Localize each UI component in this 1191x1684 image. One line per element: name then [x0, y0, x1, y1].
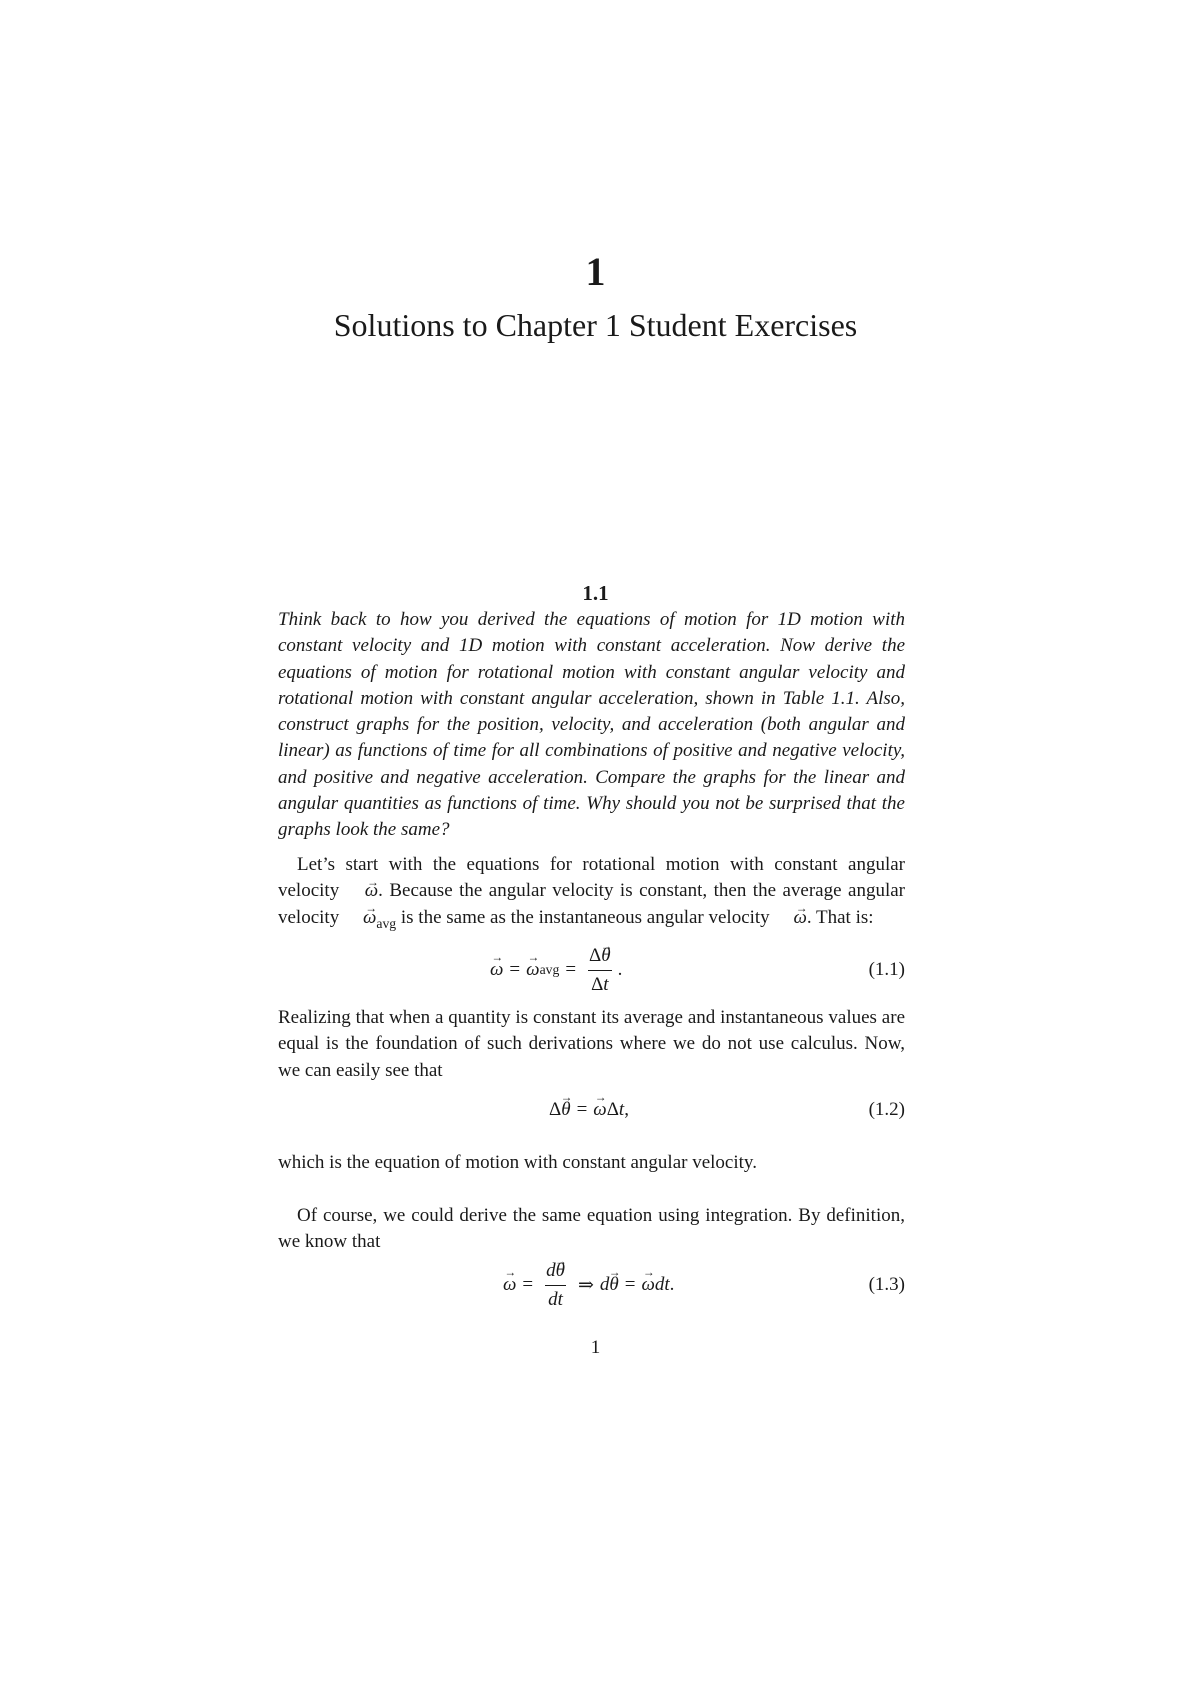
paragraph-3-text: which is the equation of motion with constant angular velocity.: [278, 1152, 757, 1173]
section-heading: 1.1: [582, 581, 609, 605]
equation-1-2: [278, 1090, 905, 1130]
avg-subscript: avg: [539, 962, 560, 977]
implies-arrow: ⇒: [577, 1274, 594, 1296]
t-symbol: t: [664, 1274, 670, 1295]
equals-sign: =: [522, 1274, 534, 1295]
chapter-title: Solutions to Chapter 1 Student Exercises: [333, 307, 858, 343]
page-number: 1: [590, 1337, 601, 1358]
equation-1-1: [278, 940, 905, 1000]
equals-sign: =: [565, 959, 577, 980]
omega-symbol: ω →: [774, 905, 806, 931]
omega-symbol: ω →: [503, 1274, 516, 1296]
omega-symbol: ω →: [490, 959, 503, 981]
d-symbol: d: [546, 1259, 556, 1281]
t-symbol: t: [618, 1099, 625, 1120]
omega-symbol: ω →: [526, 959, 539, 981]
theta-symbol: θ →: [561, 1099, 570, 1121]
omega-symbol: ω →: [344, 905, 376, 931]
equals-sign: =: [624, 1274, 636, 1295]
paragraph-3: [278, 1150, 905, 1176]
delta-symbol: Δ: [549, 1099, 562, 1120]
equation-1-2-label: (1.2): [868, 1099, 905, 1120]
exercise-prompt-block: [278, 607, 905, 844]
omega-symbol: ω →: [641, 1274, 654, 1296]
d-symbol: d: [548, 1288, 558, 1310]
paragraph-1: [278, 852, 905, 937]
paragraph-2-text: Realizing that when a quantity is constant its average and instantaneous values are equal is the foundation of such derivations where we do not use calculus. Now, we can easily see that: [278, 1007, 905, 1081]
paragraph-1-text-d: . That is:: [806, 906, 874, 928]
paragraph-4: [278, 1203, 905, 1256]
delta-symbol: Δ: [591, 973, 604, 995]
t-symbol: t: [557, 1288, 563, 1310]
d-symbol: d: [654, 1274, 665, 1295]
omega-symbol: ω →: [593, 1099, 606, 1121]
fraction-delta-theta-over-delta-t: [586, 944, 614, 997]
equation-1-3-body: [503, 1255, 674, 1315]
fraction-d-theta-over-dt: [543, 1259, 568, 1312]
comma: ,: [624, 1099, 629, 1120]
exercise-prompt: Think back to how you derived the equations of motion for 1D motion with constant velocity and 1D motion with constant acceleration. Now derive the equations of motion for rotational motion with constant angular velocity and rotational motion with constant angular acceleration, shown in Table 1.1. Also, construct graphs for the position, velocity, and acceleration (both angular and linear) as functions of time for all combinations of positive and negative velocity, and positive and negative acceleration. Compare the graphs for the linear and angular quantities as functions of time. Why should you not be surprised that the graphs look the same?: [278, 609, 905, 841]
paragraph-2: [278, 1005, 905, 1084]
paragraph-1-text-a: Let’s start with the equations for rotational motion with constant angular velocity: [278, 854, 905, 902]
paragraph-4-text: Of course, we could derive the same equation using integration. By definition, we know that: [278, 1205, 905, 1253]
paragraph-1-text-b: . Because the angular velocity is constant, then the average angular velocity: [278, 880, 906, 928]
equals-sign: =: [576, 1099, 588, 1120]
theta-symbol: θ →: [556, 1259, 565, 1283]
equation-1-1-label: (1.1): [868, 959, 905, 980]
period: .: [617, 959, 623, 980]
d-symbol: d: [599, 1274, 610, 1295]
theta-symbol: θ →: [609, 1274, 618, 1296]
chapter-number: 1: [585, 249, 606, 294]
delta-symbol: Δ: [589, 944, 602, 966]
period: .: [669, 1274, 675, 1295]
theta-symbol: θ →: [601, 944, 610, 968]
t-symbol: t: [603, 973, 609, 995]
equation-1-3-label: (1.3): [868, 1274, 905, 1295]
equation-1-3: [278, 1255, 905, 1315]
avg-subscript: avg: [376, 915, 397, 931]
equation-1-1-body: [490, 940, 622, 1000]
delta-symbol: Δ: [606, 1099, 619, 1120]
equation-1-2-body: [549, 1090, 629, 1130]
omega-symbol: ω →: [346, 878, 378, 904]
paragraph-1-text-c: is the same as the instantaneous angular velocity: [396, 906, 775, 928]
equals-sign: =: [509, 959, 521, 980]
